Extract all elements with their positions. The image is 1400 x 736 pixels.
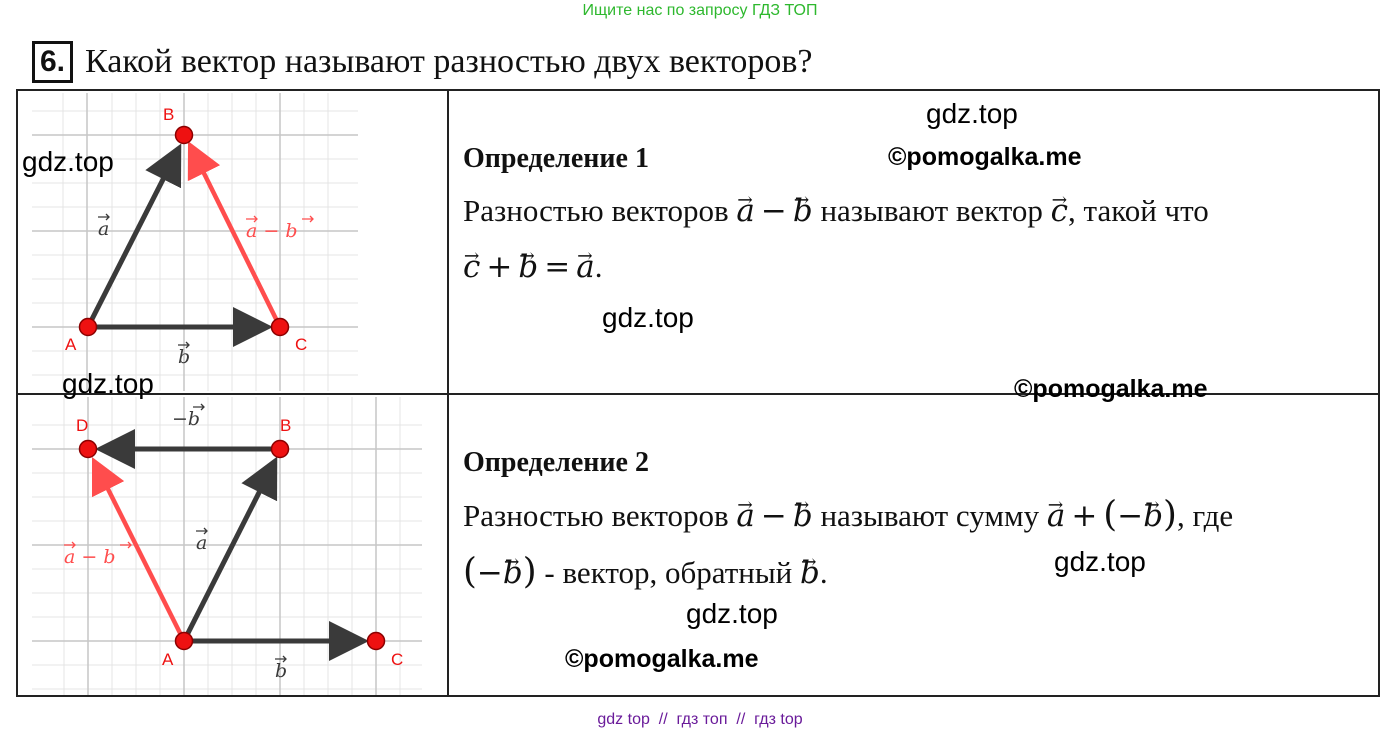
watermark-gdz: gdz.top	[1054, 546, 1146, 577]
watermark-gdz: gdz.top	[22, 146, 114, 177]
question-text: Какой вектор называют разностью двух векторов?	[85, 43, 813, 80]
grid	[32, 93, 358, 391]
point-d	[80, 441, 97, 458]
vector-a-minus-b-label: a − b	[246, 220, 298, 242]
label-c-2: C	[391, 650, 404, 669]
point-b-2	[272, 441, 289, 458]
definition-1-title: Определение 1	[463, 143, 649, 174]
question-header	[32, 40, 813, 84]
point-c	[272, 319, 289, 336]
footer-links: gdz top // гдз топ // гдз top	[597, 711, 803, 728]
vector-a-label: a	[98, 218, 110, 240]
definition-1-line-1: Разностью векторов → a −→ b называют вектор → c, такой что	[463, 183, 1363, 239]
vector-c-symbol: → c	[1051, 183, 1068, 239]
point-a	[80, 319, 97, 336]
definition-2	[463, 445, 1363, 601]
definition-1-line-2: → c +→ b =→ a.	[463, 239, 1363, 295]
watermark-gdz: gdz.top	[602, 302, 694, 333]
label-b-2: B	[280, 416, 292, 435]
watermark-gdz: gdz.top	[62, 368, 154, 399]
label-c: C	[295, 335, 308, 354]
watermark-gdz: gdz.top	[686, 598, 778, 629]
question-number: 6.	[32, 41, 73, 83]
vector-a-minus-b-label-2: a − b	[64, 546, 116, 568]
search-banner: Ищите нас по запросу ГДЗ ТОП	[582, 2, 818, 19]
point-c-2	[368, 633, 385, 650]
watermark-pomogalka: ©pomogalka.me	[1014, 375, 1208, 403]
definition-2-line-2: (−→ b) - вектор, обратный → b.	[463, 544, 1363, 601]
vector-a-label-2: a	[196, 532, 208, 554]
vector-a-symbol: → a	[736, 183, 754, 239]
vector-b-label: b	[178, 346, 191, 368]
point-a-2	[176, 633, 193, 650]
definition-2-line-1: Разностью векторов → a −→ b называют сумму → a + (−→ b), где	[463, 487, 1363, 544]
label-a-2: A	[162, 650, 174, 669]
label-a: A	[65, 335, 77, 354]
vector-figure-1	[32, 93, 358, 391]
watermark-pomogalka: ©pomogalka.me	[888, 143, 1082, 171]
vector-figure-2	[32, 397, 422, 695]
watermark-gdz: gdz.top	[926, 98, 1018, 129]
point-b	[176, 127, 193, 144]
watermark-pomogalka: ©pomogalka.me	[565, 645, 759, 673]
label-b: B	[163, 105, 175, 124]
vector-b-symbol: → b	[793, 183, 813, 239]
definition-2-title: Определение 2	[463, 447, 649, 478]
label-d: D	[76, 416, 89, 435]
vector-minus-b-label: −b	[172, 408, 201, 430]
vector-b-label-2: b	[275, 660, 288, 682]
